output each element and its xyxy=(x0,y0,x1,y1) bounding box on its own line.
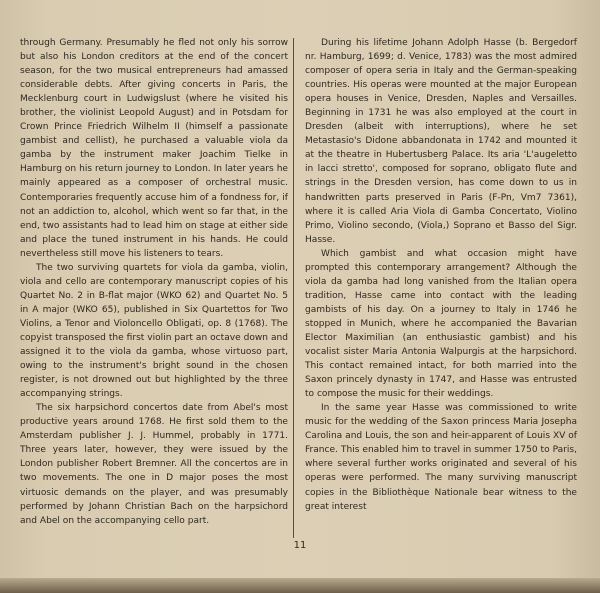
left-paragraph-3: The six harpsichord concertos date from Abel's most productive years around 1768. He first sold them to the Amsterdam publisher J. J. Hummel, probably in 1771. Three years later, however, they were issued by the London publisher Robert Bremner. All the concertos are in two movements. The one in D major poses the most virtuosic demands on the player, and was presumably performed by Johann Christian Bach on the harpsichord and Abel on the accompanying cello part. xyxy=(20,403,288,526)
left-paragraph-1: through Germany. Presumably he fled not only his sorrow but also his London creditors at the end of the concert season, for the two musical entrepreneurs had amassed considerable debts. After giving concerts in Paris, the Mecklenburg court in Ludwigslust (where he visited his brother, the violinist Leopold August) and in Potsdam for Crown Prince Friedrich Wilhelm II (himself a passionate gambist and cellist), he purchased a valuable viola da gamba by the instrument maker Joachim Tielke in Hamburg on his return journey to London. In later years he mainly appeared as a composer of orchestral music. Contemporaries frequently accuse him of a fondness for, if not an addiction to, alcohol, which went so far that, in the end, two assistants had to lead him on stage at either side and place the tuned instrument in his hands. He could nevertheless still move his listeners to tears. xyxy=(20,38,288,259)
page-number: 11 xyxy=(293,540,307,551)
right-paragraph-2: Which gambist and what occasion might have prompted this contemporary arrangement? Although the viola da gamba had long vanished from the Italian opera tradition, Hasse came into contact with the leading gambists of his day. On a journey to Italy in 1746 he stopped in Munich, where he accompanied the Bavarian Elector Maximilian (an enthusiastic gambist) and his vocalist sister Maria Antonia Walpurgis at the harpsichord. This contact remained intact, for both married into the Saxon princely dynasty in 1747, and Hasse was entrusted to compose the music for their weddings. xyxy=(305,248,577,400)
right-column xyxy=(305,36,577,514)
column-divider xyxy=(293,38,294,538)
right-paragraph-3: In the same year Hasse was commissioned to write music for the wedding of the Saxon princess Maria Josepha Carolina and Louis, the son and heir-apparent of Louis XV of France. This enabled him to travel in summer 1750 to Paris, where several further works originated and several of his operas were performed. The many surviving manuscript copies in the Bibliothèque Nationale bear witness to the great interest xyxy=(305,403,577,512)
right-paragraph-1: During his lifetime Johann Adolph Hasse (b. Bergedorf nr. Hamburg, 1699; d. Venice, 1783) was the most admired composer of opera seria in Italy and the German-speaking countries. His operas were mounted at the major European opera houses in Venice, Dresden, Naples and Versailles. Beginning in 1731 he was also employed at the court in Dresden (albeit with interruptions), where he set Metastasio's Didone abbandonata in 1742 and mounted it at the theatre in Hubertusberg Palace. Its aria 'L'augeletto in lacci stretto', composed for soprano, obligato flute and strings in the Dresden version, has come down to us in handwritten parts preserved in Paris (F-Pn, Vm7 7361), where it is called Aria Viola di Gamba Concertato, Violino Primo, Violino secondo, (Viola,) Soprano et Basso del Sigr. Hasse. xyxy=(305,38,577,245)
left-paragraph-2: The two surviving quartets for viola da gamba, violin, viola and cello are contemporary manuscript copies of his Quartet No. 2 in B-flat major (WKO 62) and Quartet No. 5 in A major (WKO 65), published in Six Quartettos for Two Violins, a Tenor and Violoncello Obligati, op. 8 (1768). The copyist transposed the first violin part an octave down and assigned it to the viola da gamba, whose virtuoso part, owing to the instrument's bright sound in the chosen register, is not drowned out but highlighted by the three accompanying strings. xyxy=(20,262,288,400)
left-column xyxy=(20,36,288,528)
page-bottom-edge xyxy=(0,578,600,593)
